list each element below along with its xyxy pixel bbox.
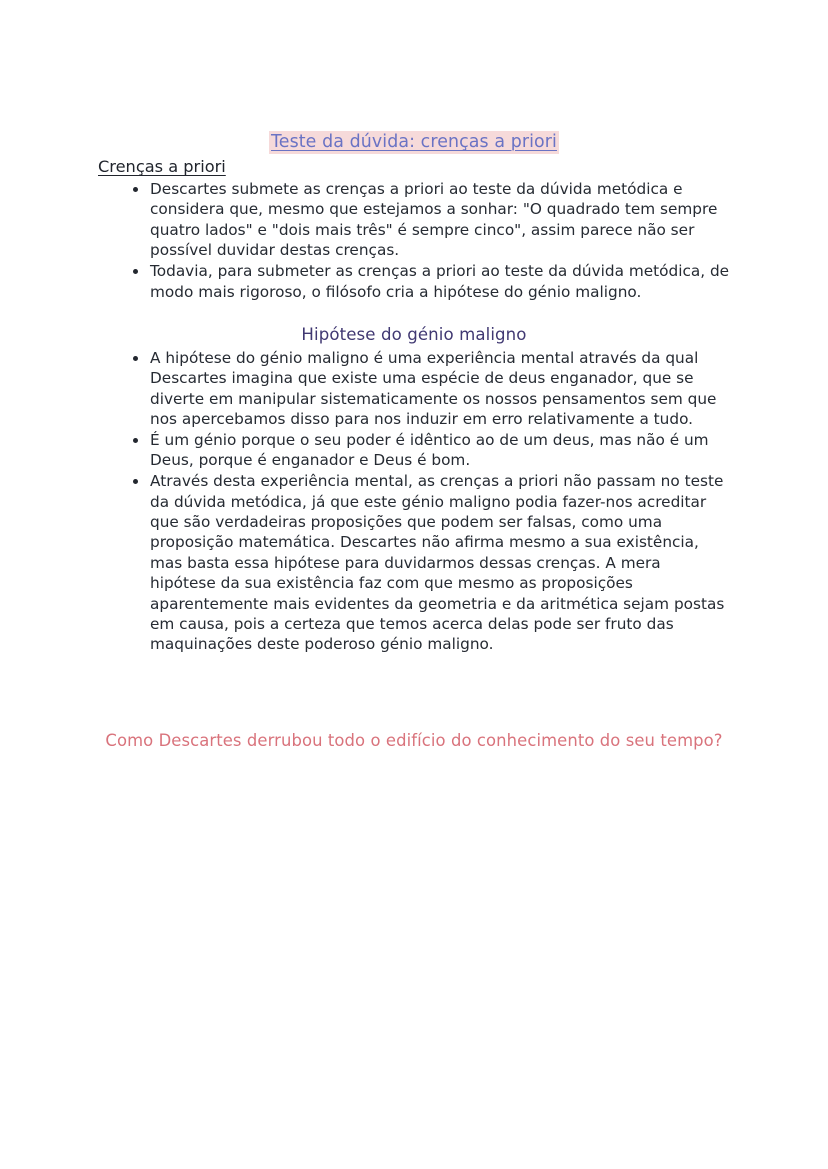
closing-question: Como Descartes derrubou todo o edifício do conhecimento do seu tempo?: [105, 731, 723, 750]
section-heading-crencas-a-priori: Crenças a priori: [98, 157, 226, 177]
list-item: A hipótese do génio maligno é uma experiência mental através da qual Descartes imagina que existe uma espécie de deus enganador, que se diverte em manipular sistematicamente os nossos pensamentos sem que nos apercebamos disso para nos induzir em erro relativamente a tudo.: [98, 348, 730, 430]
bullet-list-section-1: [98, 179, 730, 302]
section-heading-row-1: [98, 156, 730, 178]
document-title-row: [98, 131, 730, 153]
list-item: É um génio porque o seu poder é idêntico ao de um deus, mas não é um Deus, porque é enganador e Deus é bom.: [98, 430, 730, 471]
list-item: Todavia, para submeter as crenças a priori ao teste da dúvida metódica, de modo mais rigoroso, o filósofo cria a hipótese do génio maligno.: [98, 261, 730, 302]
page-title: Teste da dúvida: crenças a priori: [271, 132, 557, 152]
section-heading-row-2: [98, 324, 730, 346]
bullet-list-section-2: [98, 348, 730, 655]
list-item: Descartes submete as crenças a priori ao teste da dúvida metódica e considera que, mesmo que estejamos a sonhar: "O quadrado tem sempre quatro lados" e "dois mais três" é sempre cinco", assim parece não ser possível duvidar destas crenças.: [98, 179, 730, 261]
list-item: Através desta experiência mental, as crenças a priori não passam no teste da dúvida metódica, já que este génio maligno podia fazer-nos acreditar que são verdadeiras proposições que podem ser falsas, como uma proposição matemática. Descartes não afirma mesmo a sua existência, mas basta essa hipótese para duvidarmos dessas crenças. A mera hipótese da sua existência faz com que mesmo as proposições aparentemente mais evidentes da geometria e da aritmética sejam postas em causa, pois a certeza que temos acerca delas pode ser fruto das maquinações deste poderoso génio maligno.: [98, 471, 730, 655]
document-content: [98, 131, 730, 655]
section-heading-hipotese-do-genio-maligno: Hipótese do génio maligno: [301, 325, 527, 344]
closing-question-block: [98, 729, 730, 752]
